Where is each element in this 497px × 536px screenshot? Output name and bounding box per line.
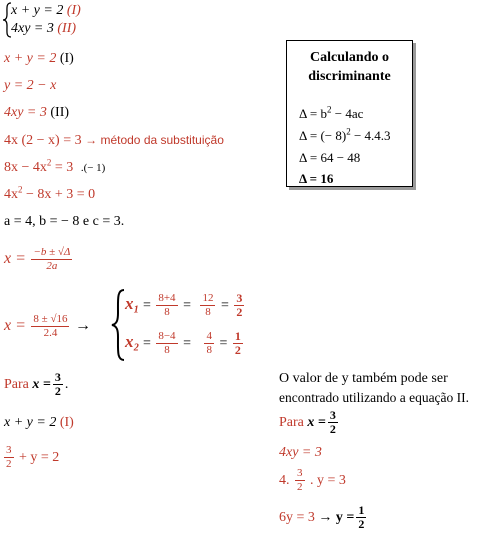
delta-simplified: Δ = 64 − 48 <box>299 150 361 165</box>
step-eq1: x + y = 2 (I) <box>4 51 74 66</box>
delta-result: Δ = 16 <box>299 171 334 186</box>
solutions-brace <box>111 289 125 361</box>
eq1-again: x + y = 2 (I) <box>4 415 74 430</box>
solution-x1: x₁ = $\frac{8+4}{8}$ = $\frac{12}{8}$ = $\frac{3}{2}$ <box>125 291 243 320</box>
bhaskara-formula: x = $\frac{-b \pm √\Delta}{2a}$ <box>4 246 71 273</box>
right-text-line2: encontrado utilizando a equação II. <box>279 390 470 405</box>
system-eq1: x + y = 2 (I) <box>11 3 81 18</box>
delta-substituted: Δ = (− 8)$^2$ − 4.4.3 <box>299 126 391 143</box>
step-quadratic: $4x^2 - 8x + 3 = 0$ <box>4 184 96 202</box>
x-substituted: x = $\frac{8 \pm √16}{2.4}$ → <box>4 313 91 340</box>
eq2-right: 4xy = 3 <box>279 445 322 460</box>
step-substitution: 4x (2 − x) = 3 → método da substituição <box>4 133 224 148</box>
substitute-x: $\frac{3}{2}$ + y = 2 <box>6 444 60 471</box>
choose-x-left: Para x = $\frac{3}{2}$ . <box>4 370 69 399</box>
y-result: 6y = 3 → y = $\frac{1}{2}$ <box>279 503 365 532</box>
step-eq2: 4xy = 3 (II) <box>4 105 70 120</box>
system-eq2: 4xy = 3 (II) <box>11 21 77 36</box>
solution-x2: x₂ = $\frac{8-4}{8}$ = $\frac{4}{8}$ = $\frac{1}{2}$ <box>125 329 241 358</box>
delta-formula: $\Delta = b^2 - 4ac$ <box>299 104 364 121</box>
substitute-right: 4. $\frac{3}{2}$ . y = 3 <box>279 467 346 494</box>
right-text-line1: O valor de y também pode ser <box>279 371 448 386</box>
discriminant-title: Calculando o discriminante <box>308 50 391 84</box>
choose-x-right: Para x = $\frac{3}{2}$ <box>279 408 336 437</box>
step-coefficients: a = 4, b = − 8 e c = 3. <box>4 214 125 229</box>
discriminant-box <box>286 40 413 187</box>
step-isolate-y: y = 2 − x <box>4 78 57 93</box>
step-expand: $8x - 4x^2 = 3$ .(− 1) <box>4 157 106 175</box>
